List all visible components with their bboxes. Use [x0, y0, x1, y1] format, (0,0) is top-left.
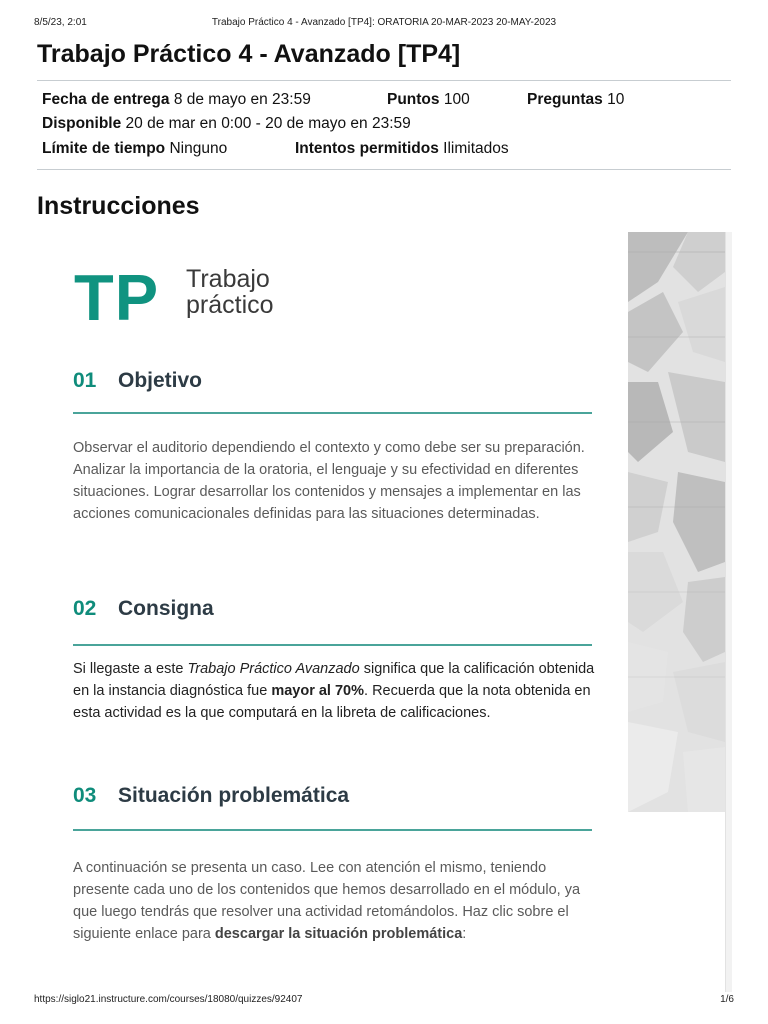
quiz-meta-row-2: [42, 115, 411, 133]
print-footer: [34, 994, 734, 1008]
section-heading-situacion: [73, 784, 349, 808]
print-page-number: 1/6: [720, 994, 734, 1005]
instructions-heading: Instrucciones: [37, 192, 200, 220]
architecture-pattern: [628, 232, 725, 812]
section-number: 03: [73, 784, 97, 807]
section-title: Situación problemática: [118, 784, 350, 807]
available-label: Disponible: [42, 115, 122, 132]
attempts-value: Ilimitados: [443, 140, 509, 157]
consigna-text: [73, 658, 598, 724]
divider: [37, 80, 731, 81]
page-title: Trabajo Práctico 4 - Avanzado [TP4]: [37, 40, 461, 68]
print-header: [34, 17, 734, 31]
time-limit: [42, 140, 227, 158]
print-date: 8/5/23, 2:01: [34, 17, 87, 28]
section-title: Objetivo: [118, 369, 203, 392]
print-url: https://siglo21.instructure.com/courses/18080/quizzes/92407: [34, 994, 303, 1005]
section-divider: [73, 829, 592, 831]
questions-label: Preguntas: [527, 91, 603, 108]
section-divider: [73, 412, 592, 414]
questions-value: 10: [607, 91, 625, 108]
decorative-architecture-image: [628, 232, 725, 812]
section-number: 01: [73, 369, 97, 392]
print-doc-title: Trabajo Práctico 4 - Avanzado [TP4]: ORATORIA 20-MAR-2023 20-MAY-2023: [211, 17, 557, 28]
tp-logo-word-2: práctico: [186, 291, 274, 319]
time-limit-value: Ninguno: [169, 140, 228, 157]
divider: [37, 169, 731, 170]
consigna-text-bold: mayor al 70%: [271, 683, 365, 699]
tp-logo-words: [186, 266, 326, 318]
questions: [527, 91, 624, 109]
situacion-text-part: A continuación se presenta un caso. Lee con atención el mismo, teniendo presente cada uno de los contenidos que hemos desarrollado en el módulo, ya que luego tendrás que resolver una actividad retomándolos. Haz clic sobre el siguiente enlace para: [73, 860, 581, 942]
quiz-meta-row-1: [42, 91, 682, 111]
consigna-text-part: significa que la calificación obtenida en la instancia diagnóstica fue: [73, 661, 595, 699]
points-label: Puntos: [387, 91, 440, 108]
download-link-text[interactable]: descargar la situación problemática: [214, 926, 463, 942]
section-heading-objetivo: [73, 369, 202, 393]
scrollbar[interactable]: [725, 232, 732, 992]
tp-logo-word-1: Trabajo: [186, 265, 270, 293]
consigna-text-part: Si llegaste a este: [73, 661, 188, 677]
situacion-text: [73, 857, 598, 945]
due-date-value: 8 de mayo en 23:59: [173, 91, 311, 108]
points-value: 100: [443, 91, 470, 108]
situacion-text-part: :: [462, 926, 467, 942]
attempts: [295, 140, 509, 158]
available-value: 20 de mar en 0:00 - 20 de mayo en 23:59: [125, 115, 411, 132]
section-divider: [73, 644, 592, 646]
objetivo-text: Observar el auditorio dependiendo el contexto y como debe ser su preparación. Analizar la importancia de la oratoria, el lenguaje y su efectividad en diferentes situaciones. Lograr desarrollar los contenidos y mensajes a implementar en las acciones comunicacionales definidas para las situaciones determinadas.: [73, 440, 585, 522]
quiz-meta-row-3: [42, 140, 682, 160]
due-date: [42, 91, 311, 109]
section-number: 02: [73, 597, 97, 620]
time-limit-label: Límite de tiempo: [42, 140, 166, 157]
attempts-label: Intentos permitidos: [295, 140, 439, 157]
section-heading-consigna: [73, 597, 214, 621]
consigna-text-italic: Trabajo Práctico Avanzado: [187, 661, 360, 677]
points: [387, 91, 470, 109]
tp-logo-letters: TP: [74, 261, 160, 334]
section-title: Consigna: [118, 597, 214, 620]
consigna-text-part: . Recuerda que la nota obtenida en esta actividad es la que computará en la libreta de calificaciones.: [73, 683, 591, 721]
due-date-label: Fecha de entrega: [42, 91, 170, 108]
